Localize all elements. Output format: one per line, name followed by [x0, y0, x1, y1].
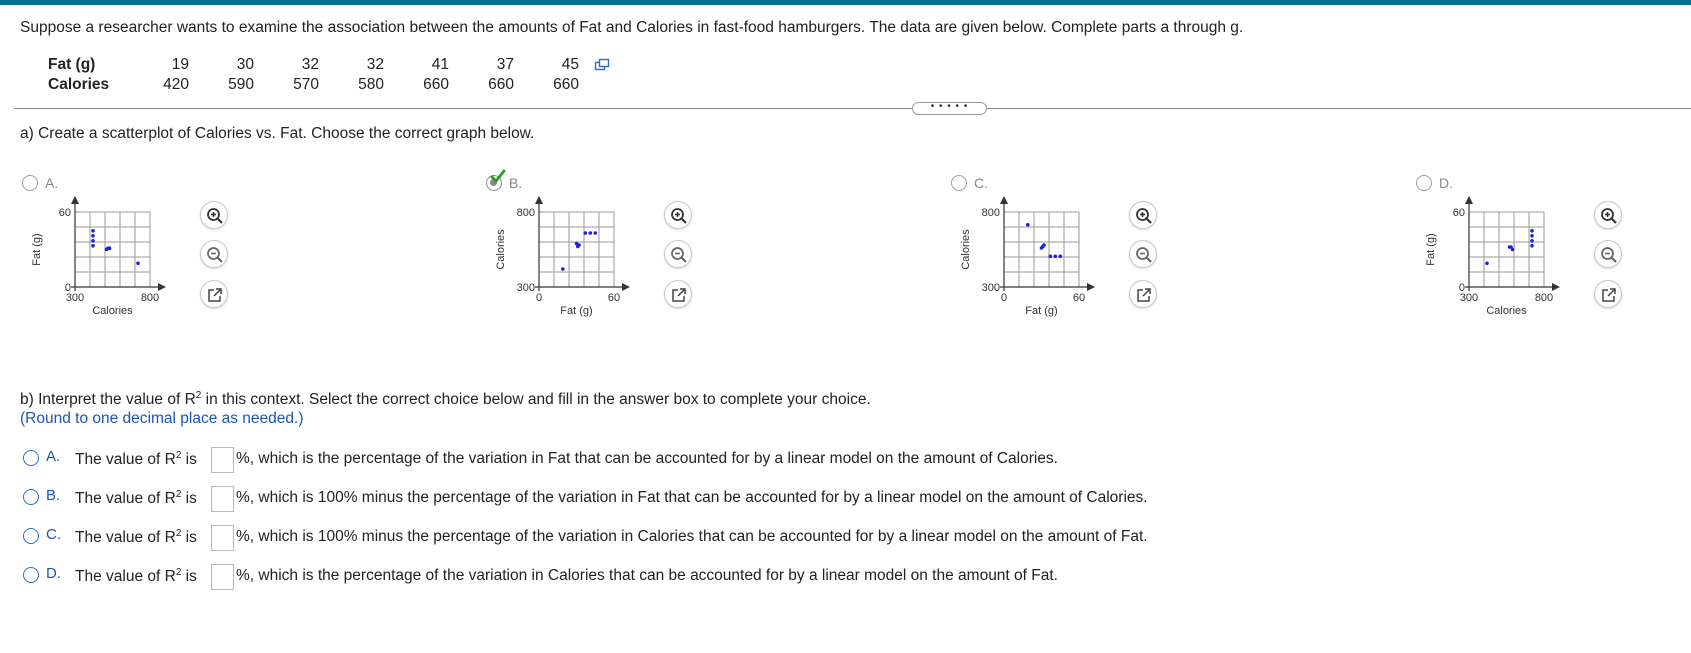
part-b-question-post: in this context. Select the correct choice below and fill in the answer box to complete your choice.	[201, 391, 871, 409]
zoom-out-icon[interactable]	[1594, 240, 1622, 268]
option-c-radio[interactable]	[951, 175, 967, 191]
table-cell: 37	[496, 56, 514, 73]
x-tick-label: 60	[607, 292, 621, 304]
option-a-radio[interactable]	[22, 175, 38, 191]
scatterplot-option-a	[20, 192, 220, 392]
choice-rest: %, which is 100% minus the percentage of the variation in Calories that can be accounted for by a linear model on the amount of Fat.	[236, 528, 1148, 545]
y-tick-label: 60	[1452, 207, 1465, 219]
table-cell: 660	[553, 76, 579, 93]
choice-letter: A.	[46, 448, 61, 465]
choice-rest: %, which is the percentage of the variation in Calories that can be accounted for by a linear model on the amount of Fat.	[236, 567, 1058, 584]
top-bar	[0, 0, 1691, 5]
choice-rest: %, which is 100% minus the percentage of the variation in Fat that can be accounted for by a linear model on the amount of Calories.	[236, 489, 1148, 506]
intro-text: Suppose a researcher wants to examine the association between the amounts of Fat and Calories in fast-food hamburgers. The data are given below. Complete parts a through g.	[20, 19, 1244, 36]
choice-letter: B.	[46, 487, 61, 504]
r-squared-answer-input[interactable]	[211, 564, 234, 590]
table-cell: 30	[236, 56, 254, 73]
open-new-window-icon[interactable]	[1594, 280, 1622, 308]
part-b-question-pre: b) Interpret the value of R	[20, 391, 196, 409]
zoom-out-icon[interactable]	[200, 240, 228, 268]
choice-sup: 2	[175, 567, 182, 578]
y-axis-label: Calories	[495, 229, 507, 270]
copy-icon[interactable]	[594, 58, 610, 74]
x-tick-label: 800	[1534, 292, 1554, 304]
choice-is: is	[181, 451, 197, 469]
data-point	[1054, 255, 1058, 259]
part-b-question	[20, 390, 871, 409]
data-point	[589, 231, 593, 235]
y-tick-label: 0	[1458, 282, 1465, 294]
data-point	[91, 234, 95, 238]
y-tick-label: 300	[516, 282, 535, 294]
y-axis-arrow	[1465, 196, 1473, 204]
choice-sup: 2	[175, 450, 182, 461]
table-cell: 41	[431, 56, 449, 73]
y-tick-label: 0	[64, 282, 71, 294]
data-point	[1509, 245, 1513, 249]
y-tick-label: 800	[981, 207, 1000, 219]
zoom-in-icon[interactable]	[200, 201, 228, 229]
data-point	[1026, 223, 1030, 227]
data-point	[91, 244, 95, 248]
y-axis-arrow	[1000, 196, 1008, 204]
choice-sup: 2	[175, 528, 182, 539]
r-squared-answer-input[interactable]	[211, 447, 234, 473]
table-cell: 32	[366, 56, 384, 73]
table-cell: 660	[488, 76, 514, 93]
option-c-label: C.	[974, 175, 988, 191]
choice-lead	[75, 567, 197, 586]
y-axis-arrow	[535, 196, 543, 204]
open-new-window-icon[interactable]	[1129, 280, 1157, 308]
choice-lead-text: The value of R	[75, 568, 176, 586]
choice-d-radio[interactable]	[23, 567, 39, 583]
y-axis-label: Calories	[960, 229, 972, 270]
data-point	[136, 262, 140, 266]
x-tick-label: 300	[1459, 292, 1479, 304]
y-axis-label: Fat (g)	[31, 233, 43, 266]
x-axis-arrow	[1552, 283, 1560, 291]
choice-a-radio[interactable]	[23, 450, 39, 466]
table-cell: 19	[171, 56, 189, 73]
x-tick-label: 0	[1000, 292, 1008, 304]
option-d-label: D.	[1439, 175, 1453, 191]
choice-lead-text: The value of R	[75, 451, 176, 469]
x-axis-arrow	[158, 283, 166, 291]
data-point	[561, 267, 565, 271]
table-cell: 570	[293, 76, 319, 93]
x-tick-label: 0	[535, 292, 543, 304]
check-icon	[490, 169, 506, 185]
zoom-out-icon[interactable]	[664, 240, 692, 268]
data-point	[1042, 243, 1046, 247]
data-point	[1530, 239, 1534, 243]
data-point	[1049, 255, 1053, 259]
choice-c-radio[interactable]	[23, 528, 39, 544]
data-point	[1530, 244, 1534, 248]
choice-is: is	[181, 529, 197, 547]
part-b-question-sup: 2	[195, 390, 202, 401]
x-axis-label: Calories	[1486, 305, 1527, 317]
data-point	[1530, 234, 1534, 238]
choice-lead-text: The value of R	[75, 529, 176, 547]
y-axis-arrow	[71, 196, 79, 204]
choice-b-radio[interactable]	[23, 489, 39, 505]
data-point	[1530, 229, 1534, 233]
table-cell: 420	[163, 76, 189, 93]
x-axis-label: Calories	[92, 305, 133, 317]
row-label-calories: Calories	[48, 76, 110, 93]
table-cell: 660	[423, 76, 449, 93]
x-axis-label: Fat (g)	[1025, 305, 1058, 317]
data-point	[91, 239, 95, 243]
y-tick-label: 800	[516, 207, 535, 219]
open-new-window-icon[interactable]	[200, 280, 228, 308]
option-a-label: A.	[45, 175, 59, 191]
show-more-toggle[interactable]: • • • • •	[912, 102, 987, 115]
x-axis-label: Fat (g)	[560, 305, 593, 317]
data-point	[594, 231, 598, 235]
scatterplot-option-b	[484, 192, 684, 392]
table-row	[48, 55, 579, 75]
choice-is: is	[181, 490, 197, 508]
x-tick-label: 800	[140, 292, 160, 304]
choice-sup: 2	[175, 489, 182, 500]
x-axis-arrow	[1087, 283, 1095, 291]
option-d-radio[interactable]	[1416, 175, 1432, 191]
choice-lead	[75, 489, 197, 508]
zoom-in-icon[interactable]	[1594, 201, 1622, 229]
open-new-window-icon[interactable]	[664, 280, 692, 308]
data-point	[577, 243, 581, 247]
zoom-out-icon[interactable]	[1129, 240, 1157, 268]
y-axis-label: Fat (g)	[1425, 233, 1437, 266]
row-label-fat: Fat (g)	[48, 56, 96, 73]
table-cell: 580	[358, 76, 384, 93]
option-b-label: B.	[509, 175, 523, 191]
x-tick-label: 300	[65, 292, 85, 304]
data-point	[108, 246, 112, 250]
r-squared-answer-input[interactable]	[211, 486, 234, 512]
scatterplot-option-c	[949, 192, 1149, 392]
data-point	[1059, 255, 1063, 259]
data-table	[48, 55, 579, 95]
table-row	[48, 75, 579, 95]
data-point	[91, 229, 95, 233]
x-axis-arrow	[622, 283, 630, 291]
zoom-in-icon[interactable]	[664, 201, 692, 229]
rounding-note: (Round to one decimal place as needed.)	[20, 410, 304, 427]
y-tick-label: 60	[58, 207, 71, 219]
x-tick-label: 60	[1072, 292, 1086, 304]
choice-lead	[75, 450, 197, 469]
choice-is: is	[181, 568, 197, 586]
choice-letter: D.	[46, 565, 61, 582]
y-tick-label: 300	[981, 282, 1000, 294]
part-a-question: a) Create a scatterplot of Calories vs. Fat. Choose the correct graph below.	[20, 125, 535, 142]
choice-lead-text: The value of R	[75, 490, 176, 508]
section-divider	[14, 108, 1691, 109]
choice-letter: C.	[46, 526, 61, 543]
choice-lead	[75, 528, 197, 547]
scatterplot-option-d	[1414, 192, 1614, 392]
data-point	[584, 231, 588, 235]
data-point	[1485, 262, 1489, 266]
table-cell: 32	[301, 56, 319, 73]
table-cell: 45	[561, 56, 579, 73]
choice-rest: %, which is the percentage of the variation in Fat that can be accounted for by a linear model on the amount of Calories.	[236, 450, 1058, 467]
r-squared-answer-input[interactable]	[211, 525, 234, 551]
table-cell: 590	[228, 76, 254, 93]
zoom-in-icon[interactable]	[1129, 201, 1157, 229]
